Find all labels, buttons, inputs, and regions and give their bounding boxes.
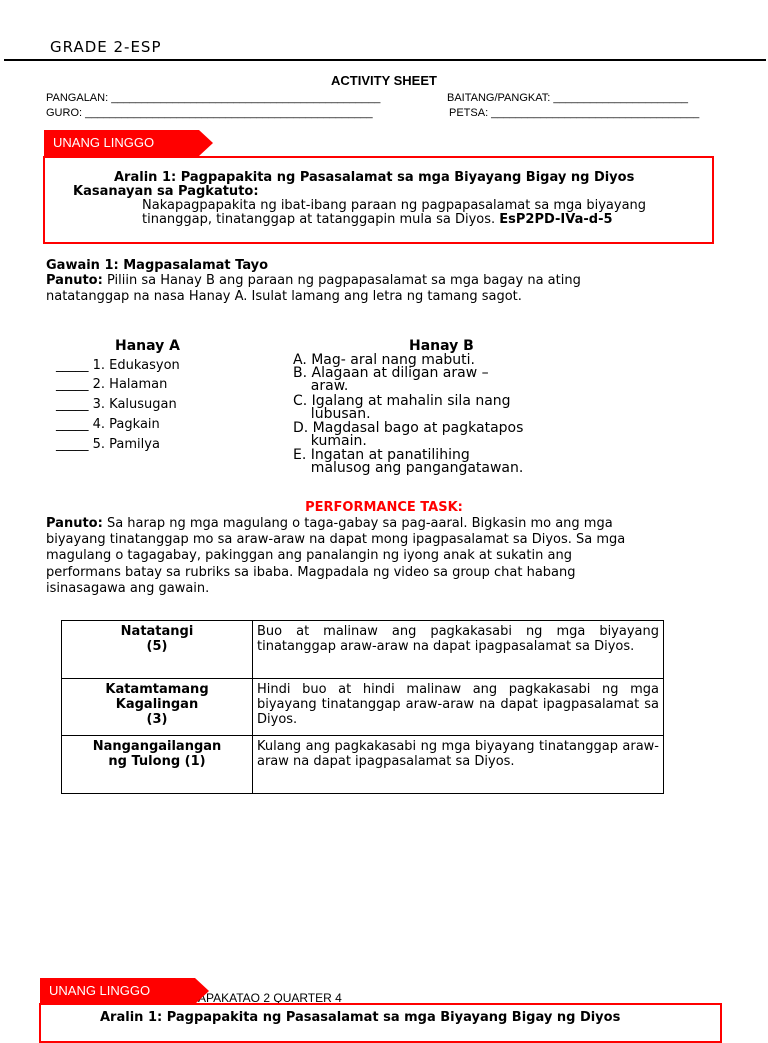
hanay-b-line: C. Igalang at mahalin sila nang bbox=[293, 393, 511, 409]
hanay-b-line: malusog ang pangangatawan. bbox=[293, 460, 524, 476]
gawain-title: Gawain 1: Magpasalamat Tayo bbox=[46, 258, 269, 273]
hanay-b-line: kumain. bbox=[293, 433, 367, 449]
hanay-a-item: _____ 5. Pamilya bbox=[56, 437, 160, 452]
table-row bbox=[62, 621, 664, 679]
hanay-b-line: B. Alagaan at diligan araw – bbox=[293, 365, 489, 381]
panuto-label: Panuto: bbox=[46, 273, 103, 288]
hanay-a-item: _____ 1. Edukasyon bbox=[56, 358, 180, 373]
kasanayan-line1: Nakapagpapakita ng ibat-ibang paraan ng pagpapasalamat sa mga biyayang bbox=[142, 198, 647, 213]
performance-title: PERFORMANCE TASK: bbox=[305, 500, 463, 515]
panuto-label: Panuto: bbox=[46, 516, 103, 531]
lesson-box bbox=[43, 156, 714, 244]
hanay-b-line: A. Mag- aral nang mabuti. bbox=[293, 352, 475, 368]
hanay-b-line: E. Ingatan at panatilihing bbox=[293, 447, 470, 463]
header-divider bbox=[4, 59, 766, 61]
performance-line bbox=[46, 516, 613, 532]
footer-lesson-box bbox=[39, 1003, 722, 1043]
hanay-a-item: _____ 3. Kalusugan bbox=[56, 397, 177, 412]
petsa-field: PETSA: __________________________________ bbox=[449, 107, 700, 119]
guro-field: GURO: _______________________________________________ bbox=[46, 107, 373, 119]
gawain-panuto bbox=[46, 273, 581, 289]
kasanayan-line2 bbox=[142, 212, 613, 228]
competency-code: EsP2PD-IVa-d-5 bbox=[499, 212, 613, 227]
footer-quarter: APAKATAO 2 QUARTER 4 bbox=[198, 991, 342, 1005]
panuto-text: Piliin sa Hanay B ang paraan ng pagpapasalamat sa mga bagay na ating bbox=[106, 273, 581, 288]
performance-text: Sa harap ng mga magulang o taga-gabay sa pag-aaral. Bigkasin mo ang mga bbox=[106, 516, 613, 531]
gawain-panuto-line2: natatanggap na nasa Hanay A. Isulat lamang ang letra ng tamang sagot. bbox=[46, 289, 522, 304]
rubric-description: Buo at malinaw ang pagkakasabi ng mga biyayang tinatanggap araw-araw na dapat ipagpasalamat sa Diyos. bbox=[253, 621, 664, 679]
table-row bbox=[62, 736, 664, 794]
grade-label: GRADE 2-ESP bbox=[50, 38, 162, 56]
hanay-a-item: _____ 4. Pagkain bbox=[56, 417, 160, 432]
performance-line: isinasagawa ang gawain. bbox=[46, 581, 210, 596]
performance-line: biyayang tinatanggap mo sa araw-araw na dapat mong ipagpasalamat sa Diyos. Sa mga bbox=[46, 532, 626, 547]
rubric-level: Natatangi (5) bbox=[62, 621, 253, 679]
performance-line: performans batay sa rubriks sa ibaba. Magpadala ng video sa group chat habang bbox=[46, 565, 576, 580]
page-title: ACTIVITY SHEET bbox=[331, 73, 437, 88]
footer-week-banner: UNANG LINGGO bbox=[40, 978, 195, 1004]
hanay-b-line: araw. bbox=[293, 378, 349, 394]
kasanayan-label: Kasanayan sa Pagkatuto: bbox=[73, 184, 259, 199]
rubric-level: Nangangailangan ng Tulong (1) bbox=[62, 736, 253, 794]
baitang-field: BAITANG/PANGKAT: ______________________ bbox=[447, 92, 688, 104]
table-row bbox=[62, 679, 664, 736]
hanay-b-line: D. Magdasal bago at pagkatapos bbox=[293, 420, 524, 436]
rubric-description: Hindi buo at hindi malinaw ang pagkakasabi ng mga biyayang tinatanggap araw-araw na dapat ipagpasalamat sa Diyos. bbox=[253, 679, 664, 736]
rubric-table bbox=[61, 620, 664, 794]
hanay-a-item: _____ 2. Halaman bbox=[56, 377, 168, 392]
lesson-title: Aralin 1: Pagpapakita ng Pasasalamat sa mga Biyayang Bigay ng Diyos bbox=[114, 170, 635, 185]
rubric-description: Kulang ang pagkakasabi ng mga biyayang tinatanggap araw-araw na dapat ipagpasalamat sa Diyos. bbox=[253, 736, 664, 794]
footer-lesson-title: Aralin 1: Pagpapakita ng Pasasalamat sa mga Biyayang Bigay ng Diyos bbox=[100, 1010, 621, 1025]
pangalan-field: PANGALAN: ____________________________________________ bbox=[46, 92, 381, 104]
hanay-b-line: lubusan. bbox=[293, 406, 371, 422]
week-banner: UNANG LINGGO bbox=[44, 130, 199, 156]
hanay-a-header: Hanay A bbox=[115, 338, 180, 354]
performance-line: magulang o tagagabay, pakinggan ang panalangin ng iyong anak at sukatin ang bbox=[46, 548, 572, 563]
rubric-level: Katamtamang Kagalingan (3) bbox=[62, 679, 253, 736]
kasanayan-text: tinanggap, tinatanggap at tatanggapin mula sa Diyos. bbox=[142, 212, 496, 227]
hanay-b-header: Hanay B bbox=[409, 338, 474, 354]
